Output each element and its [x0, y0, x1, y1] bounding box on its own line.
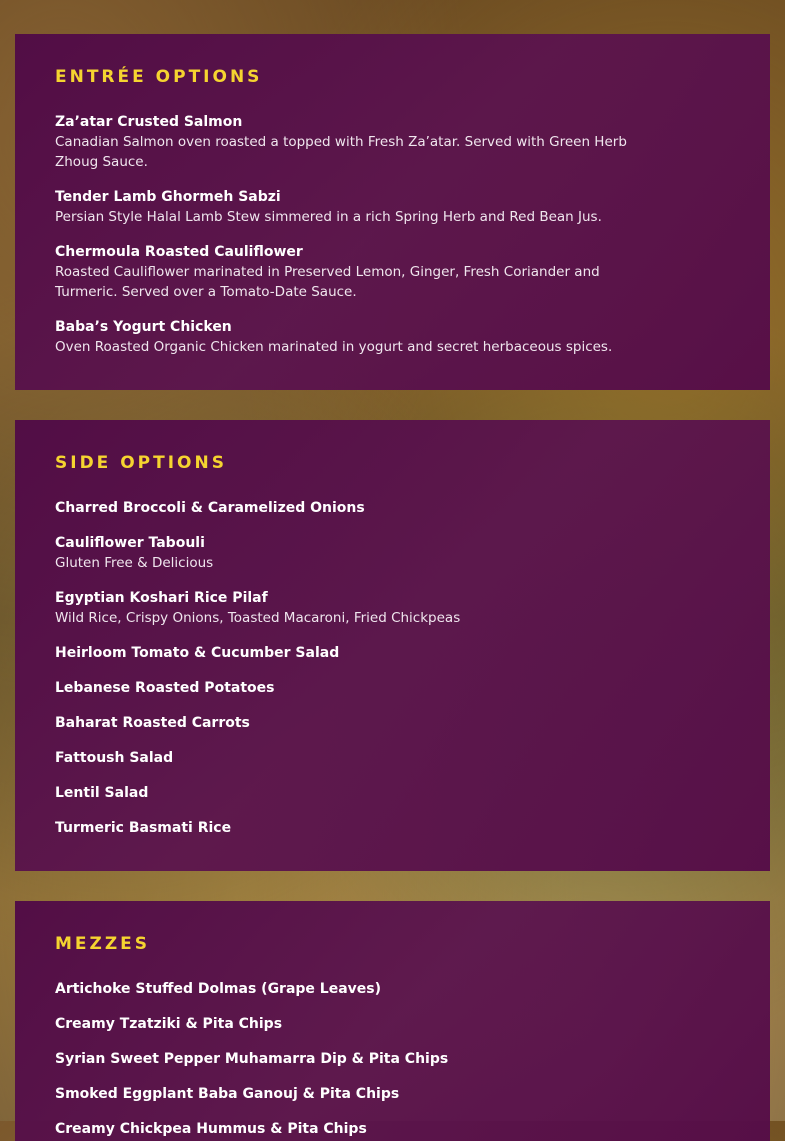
menu-item: [55, 498, 655, 518]
item-name: Egyptian Koshari Rice Pilaf: [55, 590, 268, 606]
menu-item: [55, 1119, 655, 1139]
menu-item: [55, 1049, 655, 1069]
item-description: Wild Rice, Crispy Onions, Toasted Macaroni, Fried Chickpeas: [55, 610, 461, 626]
item-name: Heirloom Tomato & Cucumber Salad: [55, 645, 340, 661]
menu-item: [55, 979, 655, 999]
item-name: Baba’s Yogurt Chicken: [55, 319, 232, 335]
side-options-panel: [15, 420, 770, 871]
menu-item: [55, 818, 655, 838]
item-description: Gluten Free & Delicious: [55, 555, 214, 571]
menu-item: [55, 112, 655, 172]
menu-item: [55, 713, 655, 733]
mezzes-title: MEZZES: [55, 934, 151, 954]
item-description: Canadian Salmon oven roasted a topped with Fresh Za’atar. Served with Green Herb Zhoug Sauce.: [55, 134, 627, 170]
menu-item: [55, 187, 655, 227]
item-description: Oven Roasted Organic Chicken marinated in yogurt and secret herbaceous spices.: [55, 339, 613, 355]
item-name: Turmeric Basmati Rice: [55, 820, 232, 836]
item-name: Lebanese Roasted Potatoes: [55, 680, 275, 696]
item-name: Lentil Salad: [55, 785, 149, 801]
menu-item: [55, 643, 655, 663]
item-name: Baharat Roasted Carrots: [55, 715, 250, 731]
menu-item: [55, 533, 655, 573]
entree-options-panel: [15, 34, 770, 390]
item-name: Chermoula Roasted Cauliflower: [55, 244, 303, 260]
item-name: Cauliflower Tabouli: [55, 535, 205, 551]
item-name: Za’atar Crusted Salmon: [55, 114, 243, 130]
menu-item: [55, 1014, 655, 1034]
item-name: Smoked Eggplant Baba Ganouj & Pita Chips: [55, 1086, 400, 1102]
item-name: Creamy Tzatziki & Pita Chips: [55, 1016, 283, 1032]
menu-item: [55, 783, 655, 803]
item-name: Charred Broccoli & Caramelized Onions: [55, 500, 365, 516]
item-name: Fattoush Salad: [55, 750, 174, 766]
menu-item: [55, 588, 655, 628]
item-name: Syrian Sweet Pepper Muhamarra Dip & Pita Chips: [55, 1051, 449, 1067]
side-options-title: SIDE OPTIONS: [55, 453, 227, 473]
item-name: Tender Lamb Ghormeh Sabzi: [55, 189, 281, 205]
menu-item: [55, 748, 655, 768]
mezzes-panel: [15, 901, 770, 1141]
menu-item: [55, 242, 655, 302]
entree-options-title: ENTRÉE OPTIONS: [55, 67, 263, 87]
menu-item: [55, 678, 655, 698]
menu-item: [55, 317, 655, 357]
menu-item: [55, 1084, 655, 1104]
item-name: Creamy Chickpea Hummus & Pita Chips: [55, 1121, 367, 1137]
item-name: Artichoke Stuffed Dolmas (Grape Leaves): [55, 981, 382, 997]
item-description: Persian Style Halal Lamb Stew simmered in a rich Spring Herb and Red Bean Jus.: [55, 209, 602, 225]
item-description: Roasted Cauliflower marinated in Preserved Lemon, Ginger, Fresh Coriander and Turmeric. Served over a Tomato-Date Sauce.: [55, 264, 600, 300]
